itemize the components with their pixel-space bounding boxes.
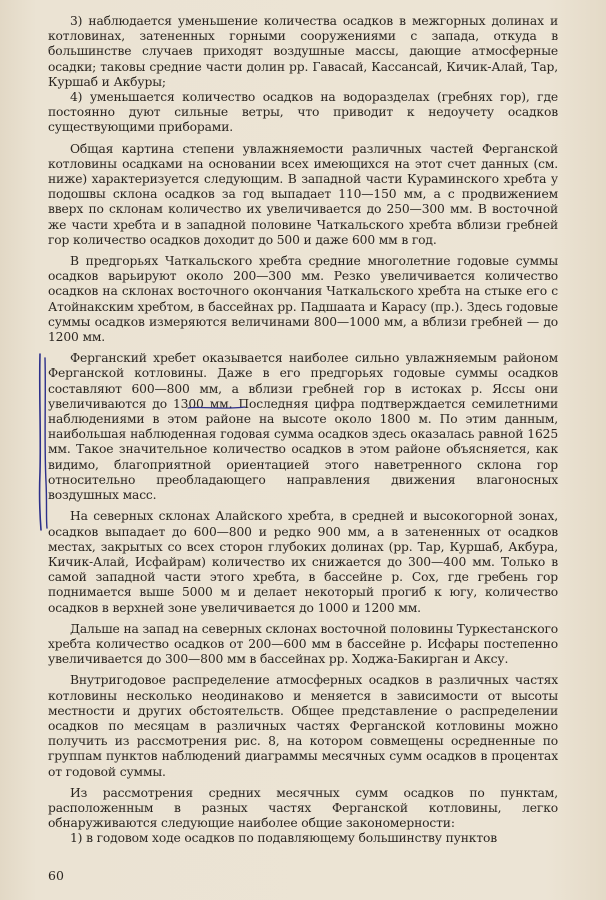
paragraph-chatkal-foothills: В предгорьях Чаткальского хребта средние многолетние годовые суммы осадков варьируют около 200—300 мм. Резко увеличивается количество осадков на склонах восточного окончания Чаткальского хребта на стыке его с Атойнакским хребтом, в бассейнах рр. Падшаата и Карасу (пр.). Здесь годовые суммы осадков измеряются величинами 800—1000 мм, а вблизи гребней — до 1200 мм. bbox=[48, 254, 558, 345]
paragraph-general-picture: Общая картина степени увлажняемости различных частей Ферганской котловины осадками на основании всех имеющихся на этот счет данных (см. ниже) характеризуется следующим. В западной части Кураминского хребта у подошвы склона осадков за год выпадает 110—150 мм, а с продвижением вверх по склонам количество их увеличивается до 250—300 мм. В восточной же части хребта и в западной половине Чаткальского хребта вблизи гребней гор количество осадков доходит до 500 и даже 600 мм в год. bbox=[48, 141, 558, 247]
paragraph-turkestan-ridge: Дальше на запад на северных склонах восточной половины Туркестанского хребта количество осадков от 200—600 мм в бассейне р. Исфары постепенно увеличивается до 300—800 мм в бассейнах рр. Ходжа-Бакирган и Аксу. bbox=[48, 621, 558, 667]
page-number: 60 bbox=[48, 868, 64, 883]
list-item-1: 1) в годовом ходе осадков по подавляющему большинству пунктов bbox=[70, 831, 498, 846]
paragraph-intra-annual-distribution: Внутригодовое распределение атмосферных осадков в различных частях котловины несколько неодинаково и меняется в зависимости от высоты местности и других обстоятельств. Общее представление о распределении осадков по месяцам в различных частях Ферганской котловины можно получить из рассмотрения рис. 8, на котором совмещены осредненные по группам пунктов наблюдений диаграммы месячных сумм осадков в процентах от годовой суммы. bbox=[48, 673, 558, 779]
body-text bbox=[48, 14, 558, 847]
list-item-4: 4) уменьшается количество осадков на водоразделах (гребнях гор), где постоянно дуют сильные ветры, что приводит к недоучету осадков существующими приборами. bbox=[48, 90, 558, 135]
list-item-3: 3) наблюдается уменьшение количества осадков в межгорных долинах и котловинах, затененных горными сооружениями с запада, откуда в большинстве случаев приходят воздушные массы, дающие атмосферные осадки; таковы средние части долин рр. Гавасай, Кассансай, Кичик-Алай, Тар, Куршаб и Акбуры; bbox=[48, 14, 558, 89]
paragraph-fergana-ridge: Ферганский хребет оказывается наиболее сильно увлажняемым районом Ферганской котловины. Даже в его предгорьях годовые суммы осадков составляют 600—800 мм, а вблизи гребней гор в истоках р. Яссы они увеличиваются до 1300 мм. Последняя цифра подтверждается семилетними наблюдениями в этом районе на высоте около 1800 м. По этим данным, наибольшая наблюденная годовая сумма осадков здесь оказалась равной 1625 мм. Такое значительное количество осадков в этом районе объясняется, как видимо, благоприятной ориентацией этого наветренного склона гор относительно преобладающего направления движения влагоносных воздушных масс. bbox=[48, 351, 558, 503]
paragraph-alai-ridge: На северных склонах Алайского хребта, в средней и высокогорной зонах, осадков выпадает до 600—800 и редко 900 мм, а в затененных от осадков местах, закрытых со всех сторон глубоких долинах (рр. Тар, Куршаб, Акбура, Кичик-Алай, Исфайрам) количество их снижается до 300—400 мм. Только в самой западной части этого хребта, в бассейне р. Сох, где гребень гор поднимается выше 5000 м и делает некоторый прогиб к югу, количество осадков в верхней зоне увеличивается до 1000 и 1200 мм. bbox=[48, 509, 558, 615]
paragraph-regularities-intro: Из рассмотрения средних месячных сумм осадков по пунктам, расположенным в разных частях Ферганской котловины, легко обнаруживаются следующие наиболее общие закономерности: bbox=[48, 785, 558, 831]
